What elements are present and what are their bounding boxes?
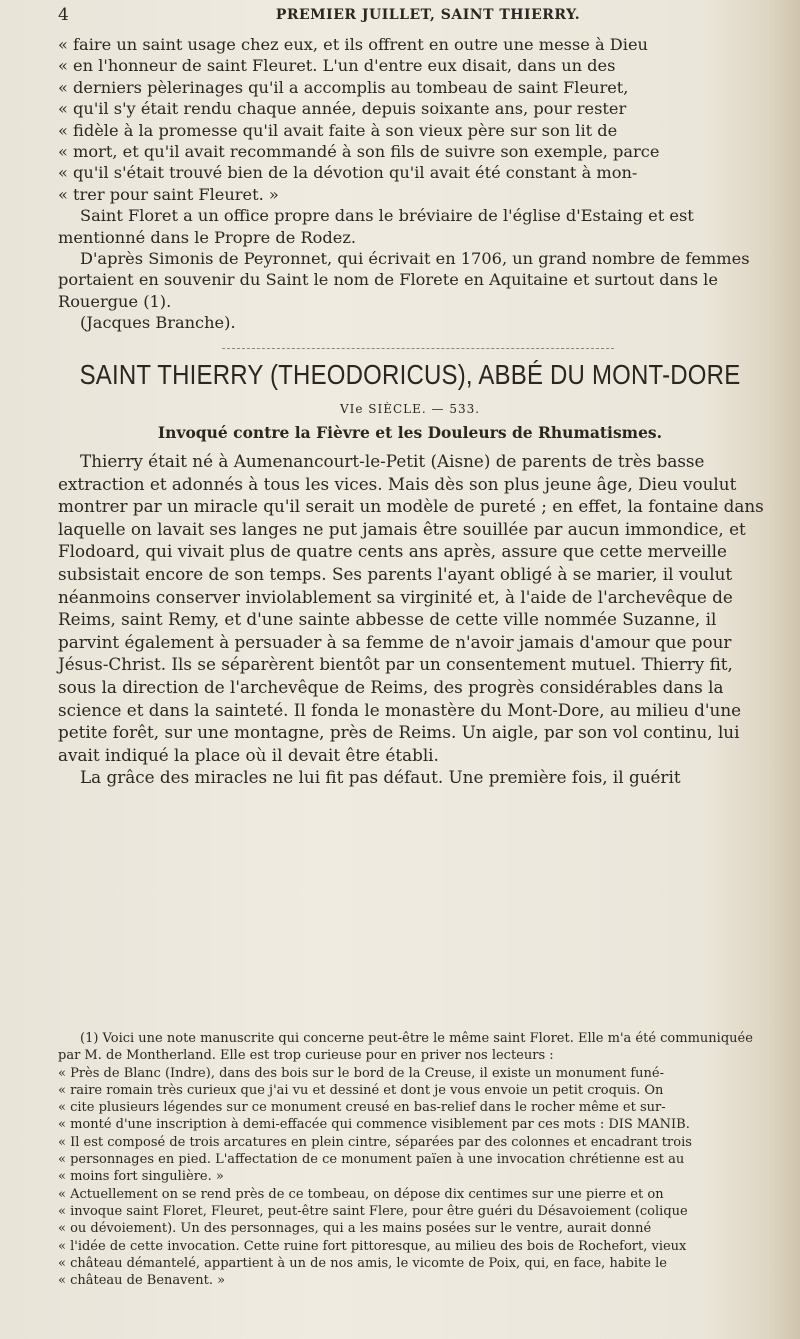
page-number: 4 xyxy=(58,5,70,25)
footnote-line: « château démantelé, appartient à un de nos amis, le vicomte de Poix, qui, en face, habite le xyxy=(58,1255,667,1271)
quote-line: « fidèle à la promesse qu'il avait faite à son vieux père sur son lit de xyxy=(58,120,618,140)
footnote-line: « château de Benavent. » xyxy=(58,1273,226,1289)
footnote-line: « personnages en pied. L'affectation de ce monument païen à une invocation chrétienne est au xyxy=(58,1152,685,1168)
quote-line: « faire un saint usage chez eux, et ils offrent en outre une messe à Dieu xyxy=(58,35,648,54)
footnote-line: « cite plusieurs légendes sur ce monument creusé en bas-relief dans le rocher même et sur- xyxy=(58,1100,666,1116)
footnote-line: « moins fort singulière. » xyxy=(58,1169,224,1185)
intro-paragraph: D'après Simonis de Peyronnet, qui écrivait en 1706, un grand nombre de femmes portaient en souvenir du Saint le nom de Florete en Aquitaine et surtout dans le Rouergue (1). xyxy=(58,249,750,311)
quote-line: « trer pour saint Fleuret. » xyxy=(58,184,279,204)
footnote-intro: (1) Voici une note manuscrite qui concerne peut-être le même saint Floret. Elle m'a été communiquée par M. de Montherland. Elle est trop curieuse pour en priver nos lecteurs : xyxy=(58,1031,753,1064)
quote-line: « qu'il s'y était rendu chaque année, depuis soixante ans, pour rester xyxy=(58,99,627,119)
quote-line: « mort, et qu'il avait recommandé à son fils de suivre son exemple, parce xyxy=(58,142,660,162)
intro-section xyxy=(58,34,765,334)
quote-line: « derniers pèlerinages qu'il a accomplis au tombeau de saint Fleuret, xyxy=(58,77,629,97)
footnote-line: « raire romain très curieux que j'ai vu et dessiné et dont je vous envoie un petit croquis. On xyxy=(58,1082,664,1098)
footnote-line: « Actuellement on se rend près de ce tombeau, on dépose dix centimes sur une pierre et on xyxy=(58,1186,664,1202)
footnote-line: « monté d'une inscription à demi-effacée qui commence visiblement par ces mots : DIS MANIB. xyxy=(58,1117,690,1133)
footnote-line: « Il est composé de trois arcatures en plein cintre, séparées par des colonnes et encadrant trois xyxy=(58,1134,692,1150)
main-section xyxy=(58,450,765,789)
footnotes xyxy=(58,1030,768,1289)
section-century: VIe SIÈCLE. — 533. xyxy=(339,402,481,416)
footnote-line: « invoque saint Floret, Fleuret, peut-être saint Flere, pour être guéri du Désavoiement (colique xyxy=(58,1203,688,1219)
section-title: SAINT THIERRY (THEODORICUS), ABBÉ DU MONT-DORE xyxy=(79,360,741,392)
footnote-line: « l'idée de cette invocation. Cette ruine fort pittoresque, au milieu des bois de Rochefort, vieux xyxy=(58,1238,687,1254)
quote-line: « en l'honneur de saint Fleuret. L'un d'entre eux disait, dans un des xyxy=(58,56,616,76)
page-header xyxy=(58,5,758,27)
section-divider xyxy=(222,348,614,349)
quote-line: « qu'il s'était trouvé bien de la dévotion qu'il avait été constant à mon- xyxy=(58,163,638,183)
footnote-line: « Près de Blanc (Indre), dans des bois sur le bord de la Creuse, il existe un monument funé- xyxy=(58,1065,665,1081)
main-paragraph: La grâce des miracles ne lui fit pas défaut. Une première fois, il guérit xyxy=(80,767,681,788)
main-paragraph: Thierry était né à Aumenancourt-le-Petit (Aisne) de parents de très basse extraction et adonnés à tous les vices. Mais dès son plus jeune âge, Dieu voulut montrer par un miracle qu'il serait un modèle de pureté ; en effet, la fontaine dans laquelle on lavait ses langes ne put jamais être souillée par aucun immondice, et Flodoard, qui vivait plus de quatre cents ans après, assure que cette merveille subsistait encore de son temps. Ses parents l'ayant obligé à se marier, il voulut néanmoins conserver inviolablement sa virginité et, à l'aide de l'archevêque de Reims, saint Remy, et d'une sainte abbesse de cette ville nommée Suzanne, il parvint également à persuader à sa femme de n'avoir jamais d'amour que pour Jésus-Christ. Ils se séparèrent bientôt par un consentement mutuel. Thierry fit, sous la direction de l'archevêque de Reims, des progrès considérables dans la science et dans la sainteté. Il fonda le monastère du Mont-Dore, au milieu d'une petite forêt, sur une montagne, près de Reims. Un aigle, par son vol continu, lui avait indiqué la place où il devait être établi. xyxy=(58,451,764,765)
section-invocation: Invoqué contre la Fièvre et les Douleurs de Rhumatismes. xyxy=(157,423,663,442)
intro-paragraph: Saint Floret a un office propre dans le bréviaire de l'église d'Estaing et est mentionné dans le Propre de Rodez. xyxy=(58,206,694,247)
footnote-line: « ou dévoiement). Un des personnages, qui a les mains posées sur le ventre, aurait donné xyxy=(58,1221,652,1237)
author-signature: (Jacques Branche). xyxy=(80,313,236,333)
running-title: PREMIER JUILLET, SAINT THIERRY. xyxy=(275,7,581,23)
